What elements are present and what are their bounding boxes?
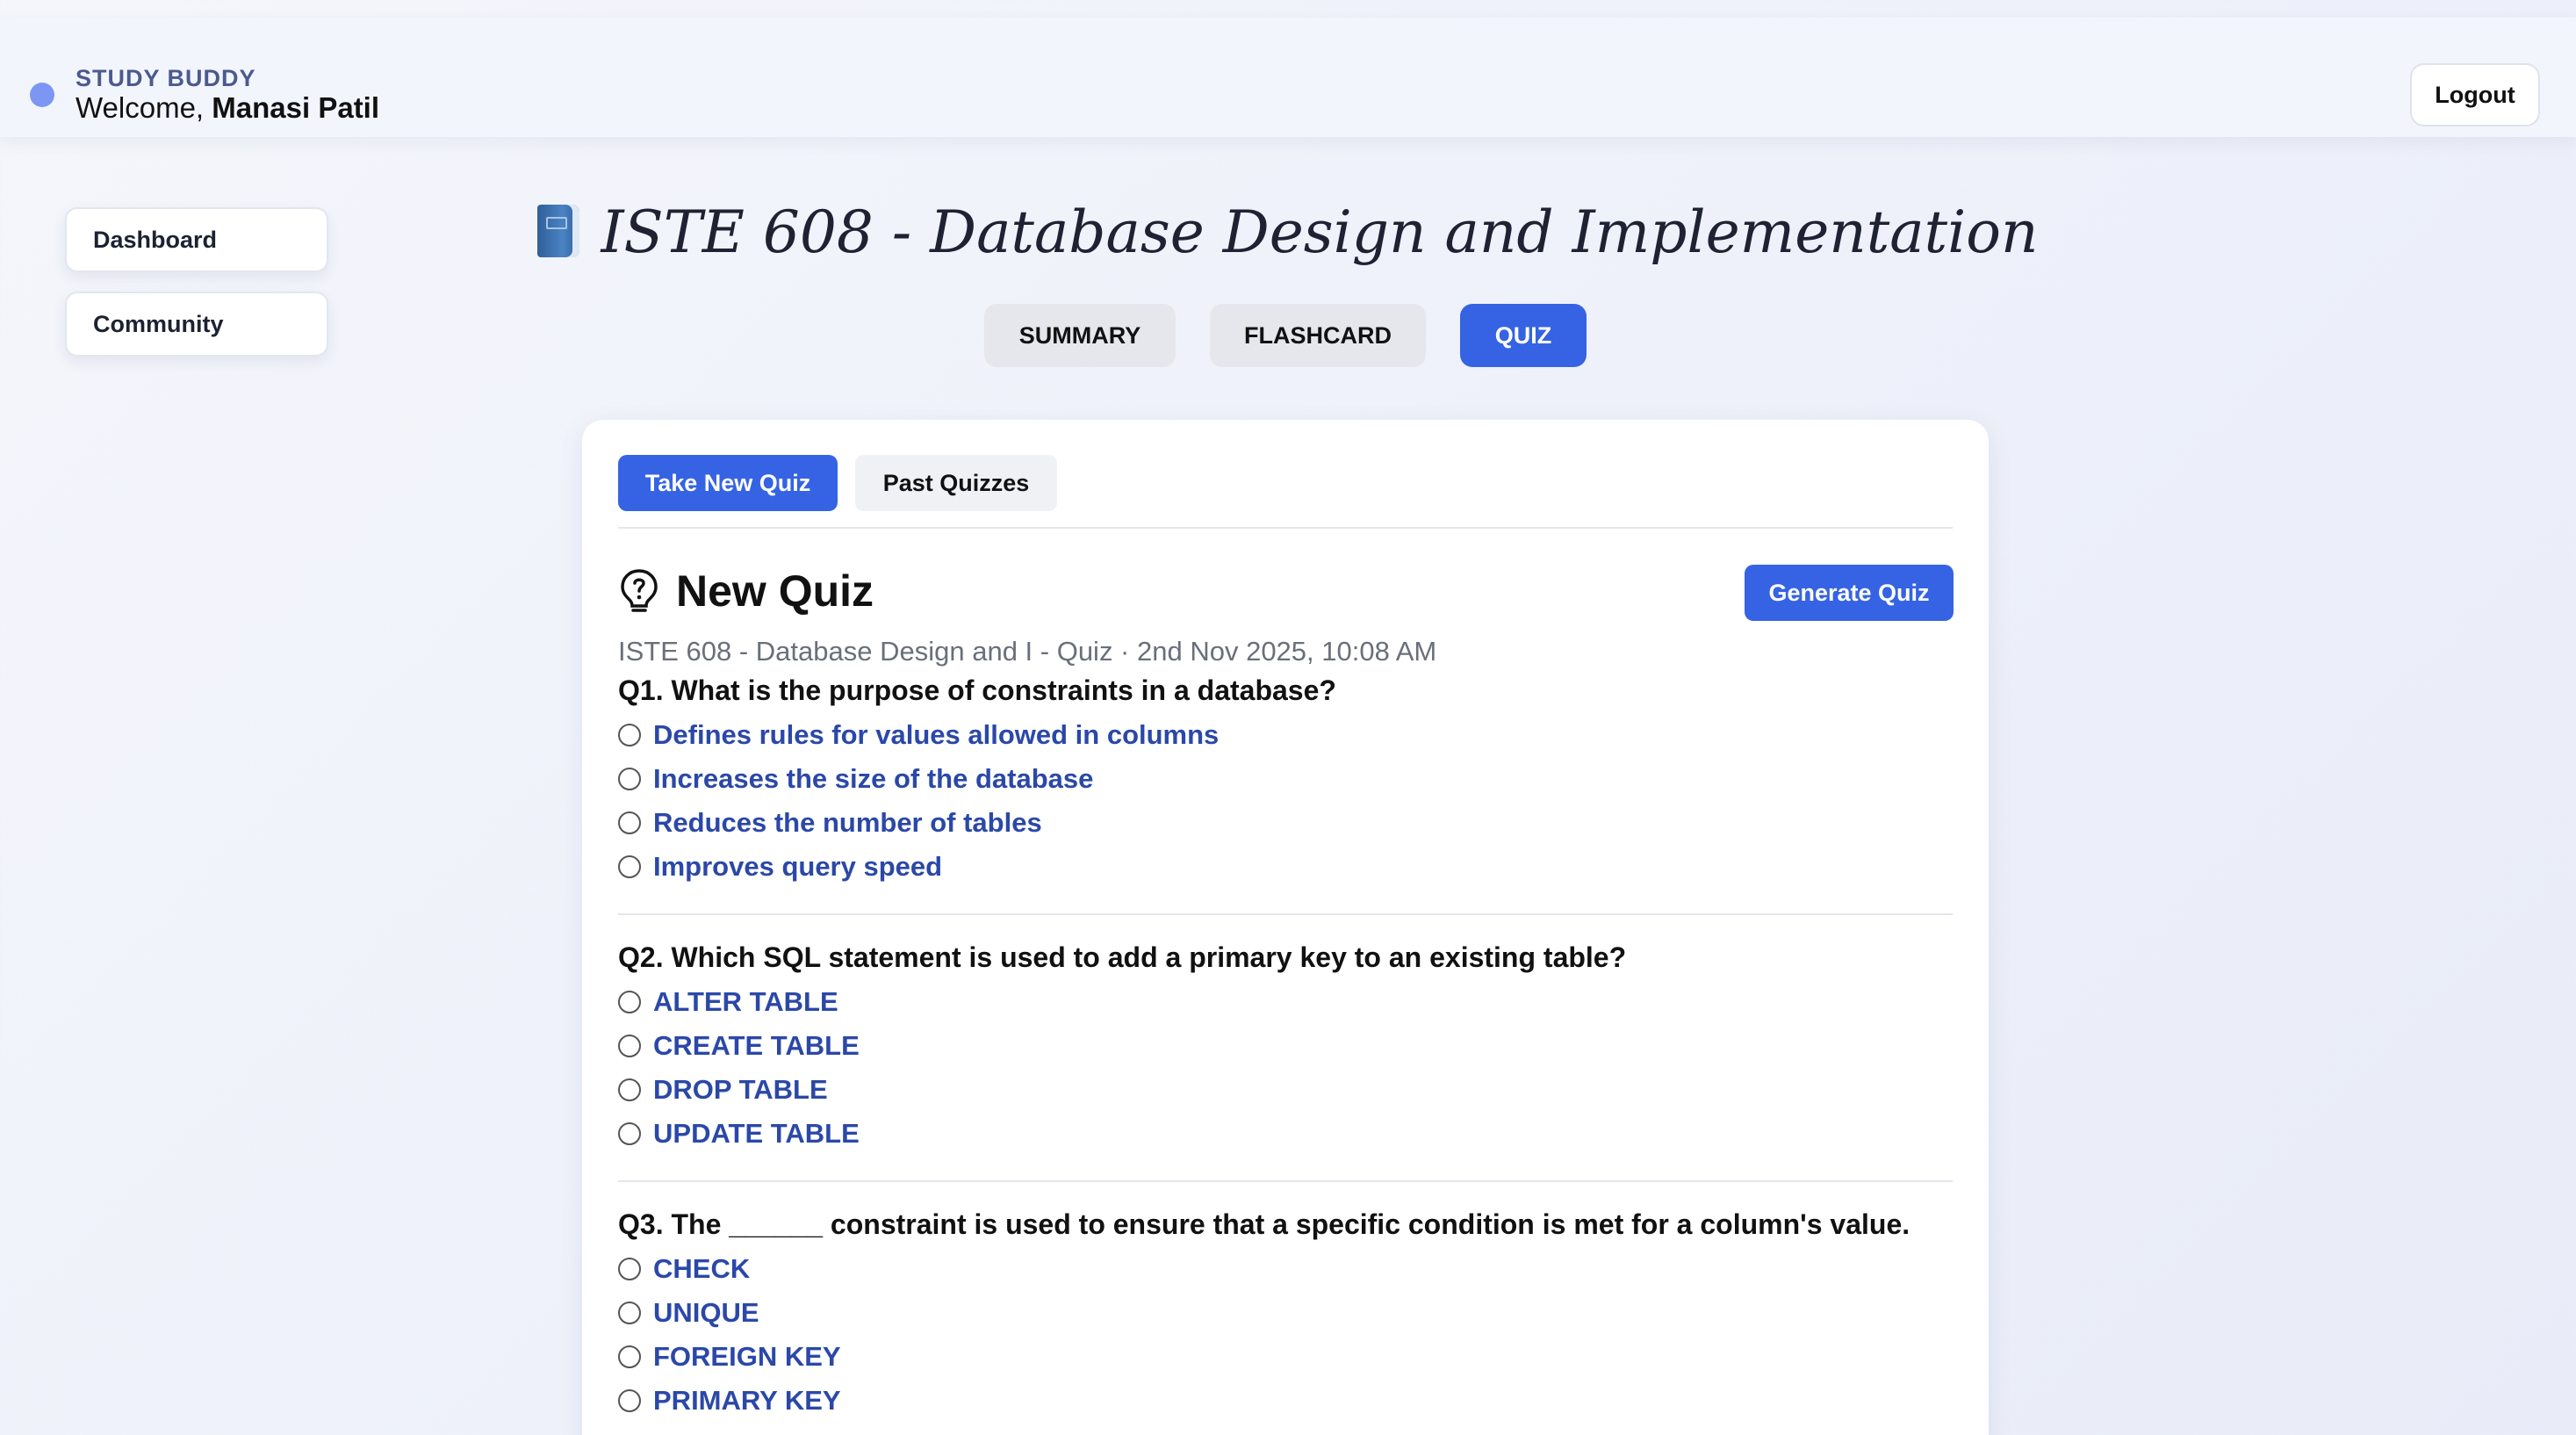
option-label[interactable]: DROP TABLE — [653, 1074, 828, 1105]
sidebar-item-community[interactable]: Community — [65, 292, 328, 357]
option-label[interactable]: Reduces the number of tables — [653, 807, 1042, 838]
option-label[interactable]: Increases the size of the database — [653, 763, 1094, 794]
option-2a[interactable] — [618, 980, 1970, 1024]
option-1c[interactable] — [618, 801, 1970, 845]
question-2 — [618, 938, 1970, 1156]
radio-button[interactable] — [618, 1258, 641, 1280]
radio-button[interactable] — [618, 1345, 641, 1368]
option-1d[interactable] — [618, 845, 1970, 889]
user-name: Manasi Patil — [212, 91, 380, 124]
radio-button[interactable] — [618, 1122, 641, 1145]
tab-flashcard[interactable]: FLASHCARD — [1210, 304, 1426, 367]
tab-quiz[interactable]: QUIZ — [1460, 304, 1587, 367]
option-2c[interactable] — [618, 1068, 1970, 1112]
option-label[interactable]: FOREIGN KEY — [653, 1341, 841, 1372]
book-icon — [537, 205, 579, 257]
option-1a[interactable] — [618, 713, 1970, 757]
question-text: Q2. Which SQL statement is used to add a primary key to an existing table? — [618, 941, 1627, 973]
take-new-quiz-tab[interactable]: Take New Quiz — [618, 455, 838, 511]
generate-quiz-button[interactable]: Generate Quiz — [1745, 565, 1954, 621]
option-2d[interactable] — [618, 1112, 1970, 1156]
option-1b[interactable] — [618, 757, 1970, 801]
radio-button[interactable] — [618, 1078, 641, 1101]
option-3a[interactable] — [618, 1247, 1970, 1291]
course-title: ISTE 608 - Database Design and Implementation — [601, 198, 2039, 266]
radio-button[interactable] — [618, 811, 641, 834]
option-3d[interactable] — [618, 1379, 1970, 1423]
welcome-message — [76, 91, 379, 125]
radio-button[interactable] — [618, 1035, 641, 1057]
radio-button[interactable] — [618, 991, 641, 1013]
lightbulb-icon — [618, 567, 660, 615]
question-divider — [618, 1180, 1953, 1182]
radio-button[interactable] — [618, 855, 641, 878]
question-text: Q3. The ______ constraint is used to ensure that a specific condition is met for a column's value. — [618, 1208, 1910, 1240]
quiz-heading: New Quiz — [676, 566, 874, 616]
logout-button[interactable]: Logout — [2410, 63, 2540, 126]
option-label[interactable]: UPDATE TABLE — [653, 1118, 860, 1149]
brand-dot-icon — [30, 83, 54, 107]
page-title — [0, 198, 2576, 266]
option-label[interactable]: CREATE TABLE — [653, 1030, 860, 1061]
option-2b[interactable] — [618, 1024, 1970, 1068]
radio-button[interactable] — [618, 1389, 641, 1412]
option-label[interactable]: ALTER TABLE — [653, 986, 838, 1017]
option-label[interactable]: CHECK — [653, 1253, 751, 1284]
quiz-card — [582, 420, 1989, 1435]
brand-name: STUDY BUDDY — [76, 65, 256, 91]
option-label[interactable]: PRIMARY KEY — [653, 1385, 841, 1416]
welcome-prefix: Welcome, — [76, 91, 205, 124]
option-3c[interactable] — [618, 1335, 1970, 1379]
option-3b[interactable] — [618, 1291, 1970, 1335]
sidebar-item-dashboard[interactable]: Dashboard — [65, 207, 328, 272]
question-text: Q1. What is the purpose of constraints in a database? — [618, 674, 1336, 706]
question-3 — [618, 1205, 1970, 1423]
question-1 — [618, 671, 1970, 889]
radio-button[interactable] — [618, 1302, 641, 1324]
past-quizzes-tab[interactable]: Past Quizzes — [855, 455, 1057, 511]
question-divider — [618, 913, 1953, 915]
option-label[interactable]: Defines rules for values allowed in columns — [653, 719, 1220, 750]
top-header — [0, 18, 2576, 137]
option-label[interactable]: UNIQUE — [653, 1297, 759, 1328]
radio-button[interactable] — [618, 768, 641, 790]
divider — [618, 527, 1953, 529]
quiz-meta: ISTE 608 - Database Design and I - Quiz · 2nd Nov 2025, 10:08 AM — [618, 636, 1437, 667]
tab-summary[interactable]: SUMMARY — [984, 304, 1176, 367]
radio-button[interactable] — [618, 724, 641, 746]
option-label[interactable]: Improves query speed — [653, 851, 943, 882]
